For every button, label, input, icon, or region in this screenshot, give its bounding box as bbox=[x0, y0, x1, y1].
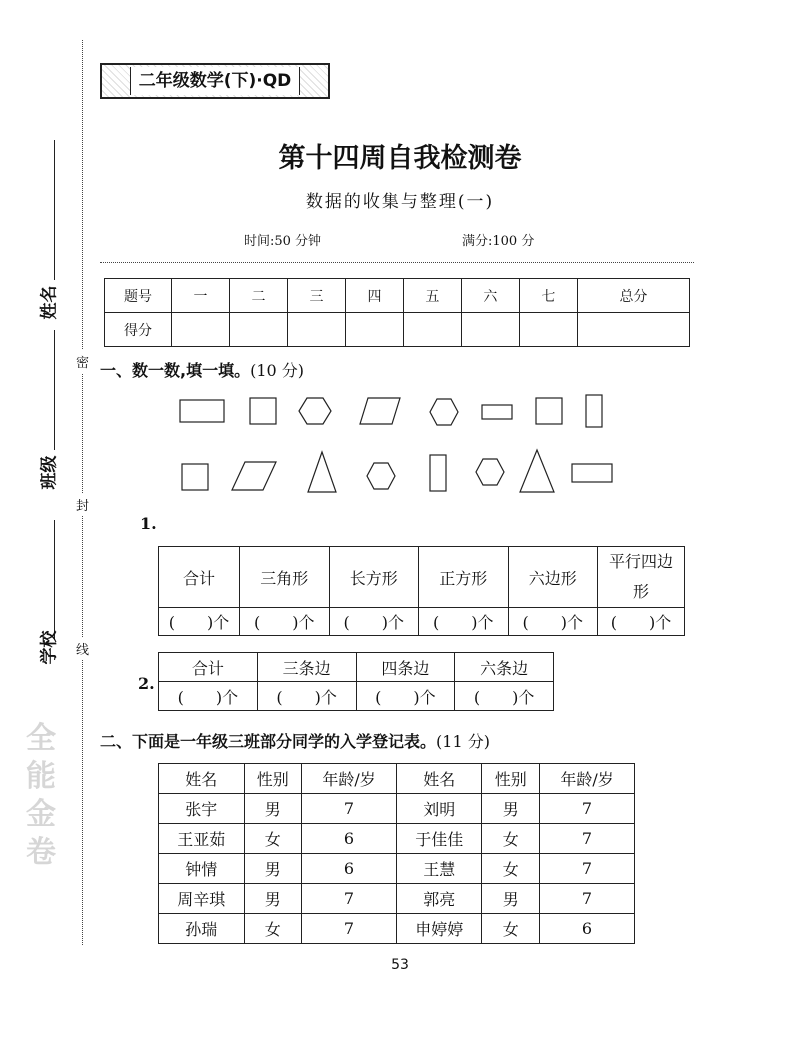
page-title: 第十四周自我检测卷 bbox=[278, 143, 522, 174]
score-header-cell: 总分 bbox=[577, 279, 689, 313]
shape-count-header: 三角形 bbox=[240, 547, 330, 608]
cell: 6 bbox=[540, 914, 635, 944]
score-table-score-row bbox=[105, 313, 690, 347]
score-cell[interactable] bbox=[461, 313, 519, 347]
answer-blank[interactable]: ( )个 bbox=[257, 682, 356, 711]
section2-heading bbox=[100, 729, 490, 752]
grade-badge-text: 二年级数学(下)·QD bbox=[130, 67, 301, 95]
cell: 钟情 bbox=[159, 854, 245, 884]
name-label: 姓名 bbox=[39, 285, 60, 320]
edge-count-header: 六条边 bbox=[455, 653, 554, 682]
cell: 男 bbox=[244, 854, 302, 884]
section1-heading-text: 一、数一数,填一填。 bbox=[100, 361, 251, 380]
edge-count-header: 合计 bbox=[159, 653, 258, 682]
header-divider bbox=[100, 262, 694, 263]
score-header-cell: 五 bbox=[403, 279, 461, 313]
answer-blank[interactable]: ( )个 bbox=[159, 682, 258, 711]
score-cell[interactable] bbox=[287, 313, 345, 347]
table-row bbox=[159, 884, 635, 914]
edge-count-header-row bbox=[159, 653, 554, 682]
cell: 7 bbox=[302, 914, 397, 944]
cell: 男 bbox=[244, 884, 302, 914]
score-cell[interactable] bbox=[229, 313, 287, 347]
cell: 女 bbox=[482, 824, 540, 854]
shape-count-header: 六边形 bbox=[508, 547, 598, 608]
shape-count-header bbox=[598, 547, 685, 608]
score-cell[interactable] bbox=[345, 313, 403, 347]
answer-blank[interactable]: ( )个 bbox=[598, 608, 685, 636]
section2-points: (11 分) bbox=[436, 732, 490, 751]
registration-header: 姓名 bbox=[396, 764, 482, 794]
cell: 王慧 bbox=[396, 854, 482, 884]
square-shape bbox=[182, 464, 208, 490]
school-label: 学校 bbox=[39, 630, 60, 665]
shape-count-header-row bbox=[159, 547, 685, 608]
parallelogram-shape bbox=[360, 398, 400, 424]
cell: 男 bbox=[482, 794, 540, 824]
score-table-header-row bbox=[105, 279, 690, 313]
cell: 7 bbox=[302, 794, 397, 824]
registration-header: 性别 bbox=[482, 764, 540, 794]
class-underline bbox=[54, 330, 55, 450]
cell: 孙瑞 bbox=[159, 914, 245, 944]
seal-char-xian: 线 bbox=[76, 637, 89, 660]
shape-count-header: 合计 bbox=[159, 547, 240, 608]
cell: 郭亮 bbox=[396, 884, 482, 914]
cell: 7 bbox=[540, 884, 635, 914]
shape-count-header-text: 平行四边形 bbox=[608, 552, 673, 601]
hexagon-shape bbox=[476, 459, 504, 485]
score-cell[interactable] bbox=[577, 313, 689, 347]
school-underline bbox=[54, 520, 55, 640]
seal-char-feng: 封 bbox=[76, 493, 89, 516]
score-cell[interactable] bbox=[519, 313, 577, 347]
hexagon-shape bbox=[367, 463, 395, 489]
answer-blank[interactable]: ( )个 bbox=[419, 608, 509, 636]
answer-blank[interactable]: ( )个 bbox=[159, 608, 240, 636]
cell: 女 bbox=[482, 854, 540, 884]
score-header-cell: 二 bbox=[229, 279, 287, 313]
brand-watermark: 全能金卷 bbox=[26, 721, 58, 870]
score-header-cell: 四 bbox=[345, 279, 403, 313]
cell: 7 bbox=[540, 854, 635, 884]
rectangle-shape bbox=[572, 464, 612, 482]
score-header-cell: 六 bbox=[461, 279, 519, 313]
cell: 7 bbox=[540, 794, 635, 824]
cell: 于佳佳 bbox=[396, 824, 482, 854]
shape-count-header: 长方形 bbox=[329, 547, 419, 608]
score-row-label: 得分 bbox=[105, 313, 172, 347]
shapes-figure bbox=[170, 392, 630, 502]
score-cell[interactable] bbox=[172, 313, 230, 347]
cell: 男 bbox=[244, 794, 302, 824]
seal-char-mi: 密 bbox=[76, 350, 89, 373]
hexagon-shape bbox=[299, 398, 331, 424]
cell: 7 bbox=[540, 824, 635, 854]
score-header-cell: 七 bbox=[519, 279, 577, 313]
table-row bbox=[159, 824, 635, 854]
score-header-cell: 题号 bbox=[105, 279, 172, 313]
cell: 张宇 bbox=[159, 794, 245, 824]
shape-count-table bbox=[158, 546, 685, 636]
registration-header: 年龄/岁 bbox=[302, 764, 397, 794]
registration-header: 性别 bbox=[244, 764, 302, 794]
shape-count-answer-row bbox=[159, 608, 685, 636]
edge-count-answer-row bbox=[159, 682, 554, 711]
section1-heading bbox=[100, 358, 304, 381]
question1-number: 1. bbox=[140, 514, 157, 533]
cell: 王亚茹 bbox=[159, 824, 245, 854]
answer-blank[interactable]: ( )个 bbox=[240, 608, 330, 636]
edge-count-header: 四条边 bbox=[356, 653, 455, 682]
class-label: 班级 bbox=[39, 455, 60, 490]
edge-count-table bbox=[158, 652, 554, 711]
section2-heading-text: 二、下面是一年级三班部分同学的入学登记表。 bbox=[100, 732, 437, 751]
registration-header: 姓名 bbox=[159, 764, 245, 794]
registration-header: 年龄/岁 bbox=[540, 764, 635, 794]
cell: 6 bbox=[302, 854, 397, 884]
edge-count-header: 三条边 bbox=[257, 653, 356, 682]
square-shape bbox=[536, 398, 562, 424]
page-subtitle: 数据的收集与整理(一) bbox=[305, 192, 495, 212]
cell: 申婷婷 bbox=[396, 914, 482, 944]
score-cell[interactable] bbox=[403, 313, 461, 347]
score-header-cell: 三 bbox=[287, 279, 345, 313]
hexagon-shape bbox=[430, 399, 458, 425]
cell: 女 bbox=[482, 914, 540, 944]
square-shape bbox=[250, 398, 276, 424]
answer-blank[interactable]: ( )个 bbox=[455, 682, 554, 711]
registration-header-row bbox=[159, 764, 635, 794]
rectangle-shape bbox=[586, 395, 602, 427]
score-header-cell: 一 bbox=[172, 279, 230, 313]
cell: 刘明 bbox=[396, 794, 482, 824]
cell: 周辛琪 bbox=[159, 884, 245, 914]
cell: 男 bbox=[482, 884, 540, 914]
answer-blank[interactable]: ( )个 bbox=[356, 682, 455, 711]
table-row bbox=[159, 854, 635, 884]
question2-number: 2. bbox=[138, 674, 155, 693]
cell: 女 bbox=[244, 914, 302, 944]
parallelogram-shape bbox=[232, 462, 276, 490]
rectangle-shape bbox=[180, 400, 224, 422]
rectangle-shape bbox=[482, 405, 512, 419]
answer-blank[interactable]: ( )个 bbox=[329, 608, 419, 636]
registration-table bbox=[158, 763, 635, 944]
cell: 女 bbox=[244, 824, 302, 854]
shape-count-header: 正方形 bbox=[419, 547, 509, 608]
full-score: 满分:100 分 bbox=[462, 234, 535, 249]
answer-blank[interactable]: ( )个 bbox=[508, 608, 598, 636]
triangle-shape bbox=[520, 450, 554, 492]
cell: 6 bbox=[302, 824, 397, 854]
triangle-shape bbox=[308, 452, 336, 492]
page-number: 53 bbox=[391, 957, 409, 973]
score-table bbox=[104, 278, 690, 347]
cell: 7 bbox=[302, 884, 397, 914]
table-row bbox=[159, 794, 635, 824]
time-limit: 时间:50 分钟 bbox=[244, 234, 322, 249]
table-row bbox=[159, 914, 635, 944]
rectangle-shape bbox=[430, 455, 446, 491]
grade-badge bbox=[100, 63, 330, 99]
section1-points: (10 分) bbox=[250, 361, 305, 380]
